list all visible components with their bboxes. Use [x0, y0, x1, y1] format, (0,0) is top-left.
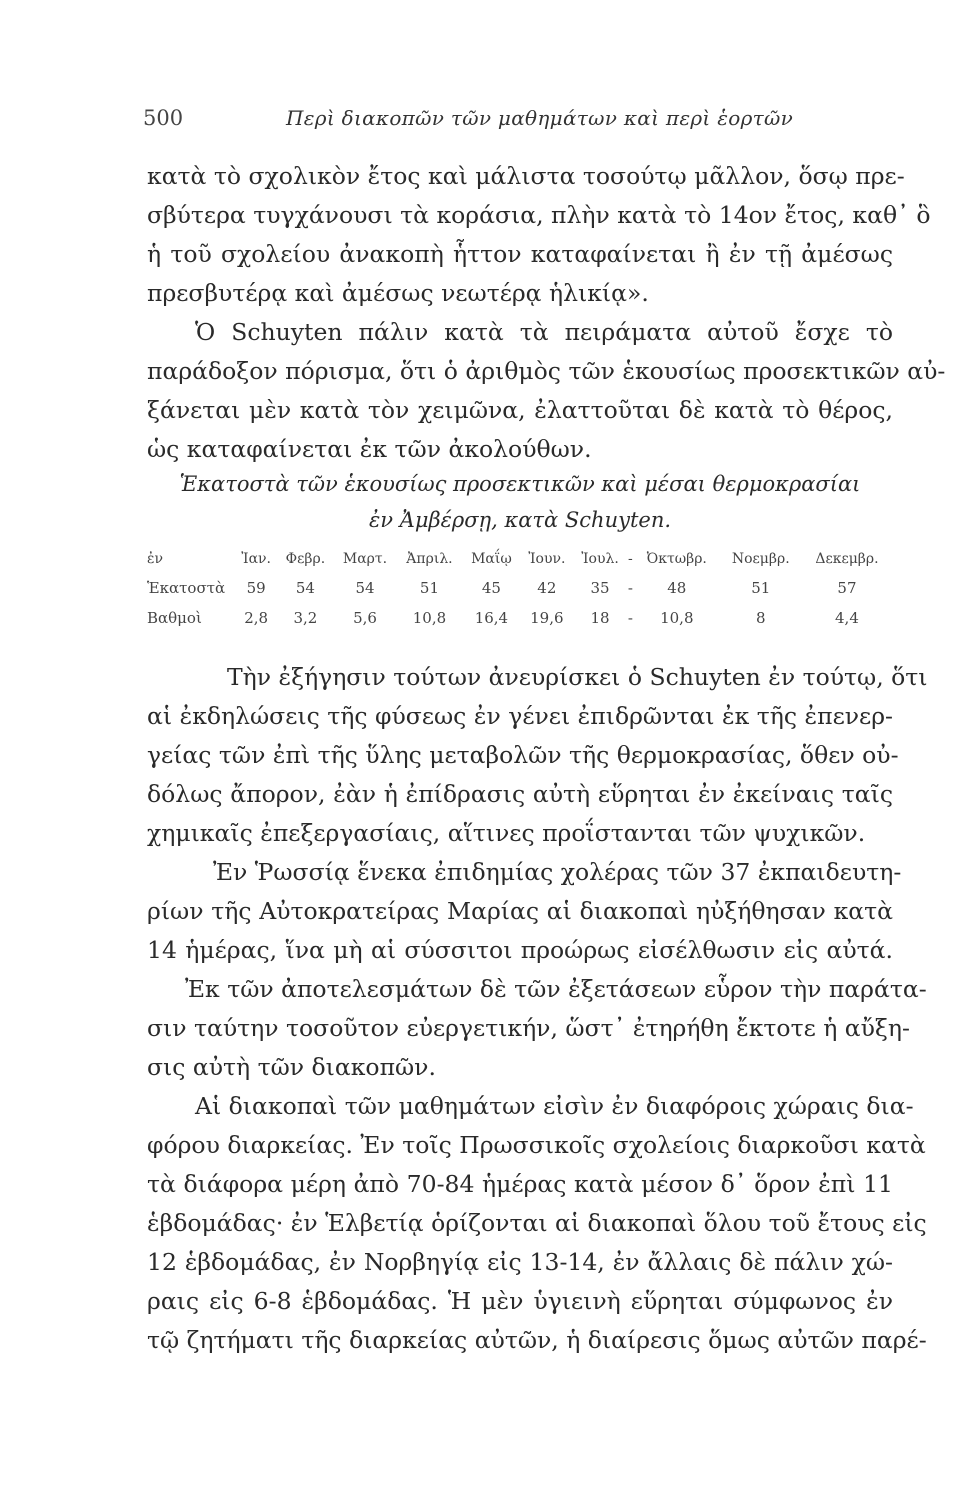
table-cell: 35 [590, 579, 610, 597]
text-line: ραις εἰς 6-8 ἑβδομάδας. Ἡ μὲν ὑγιεινὴ εὕρηται σύμφωνος ἐν [147, 1287, 893, 1315]
paragraph-2 [147, 658, 928, 1360]
text-line: ξάνεται μὲν κατὰ τὸν χειμῶνα, ἐλαττοῦται δὲ κατὰ τὸ θέρος, [147, 396, 893, 424]
table-header-cell: - [628, 551, 633, 567]
table-cell: 59 [246, 579, 266, 597]
table-header-cell: Ἀπριλ. [406, 551, 453, 567]
table-cell: 48 [667, 579, 687, 597]
table-cell: 3,2 [293, 609, 318, 627]
table-row [147, 573, 892, 603]
table-caption [147, 466, 893, 538]
table-cell: 57 [837, 579, 857, 597]
table-header-cell: Μαρτ. [342, 551, 388, 567]
text-line: 12 ἑβδομάδας, ἐν Νορβηγίᾳ εἰς 13-14, ἐν ἄλλαις δὲ πάλιν χώ- [147, 1248, 893, 1276]
table-cell: 19,6 [530, 609, 564, 627]
text-line: ρίων τῆς Αὐτοκρατείρας Μαρίας αἱ διακοπαὶ ηὐξήθησαν κατὰ [147, 897, 893, 925]
paragraph-1 [147, 157, 946, 469]
text-line: ὡς καταφαίνεται ἐκ τῶν ἀκολούθων. [147, 435, 592, 463]
text-line: Ἐκ τῶν ἀποτελεσμάτων δὲ τῶν ἐξετάσεων εὗρον τὴν παράτα- [185, 975, 927, 1003]
table-cell: Ἑκατοστὰ [147, 579, 226, 597]
table-cell: 45 [481, 579, 501, 597]
table-cell: 42 [537, 579, 557, 597]
table-header-cell: Ἰουλ. [581, 551, 619, 567]
text-line: σις αὐτὴ τῶν διακοπῶν. [147, 1053, 436, 1081]
text-line: Τὴν ἐξήγησιν τούτων ἀνευρίσκει ὁ Schuyten ἐν τούτῳ, ὅτι [227, 663, 928, 691]
page-header [143, 106, 903, 136]
table-header-cell: Φεβρ. [285, 551, 326, 567]
table-header-cell: ἐν [147, 551, 164, 567]
table-cell: 4,4 [835, 609, 859, 627]
table-header-cell: Δεκεμβρ. [815, 551, 879, 567]
table-cell: 10,8 [660, 609, 694, 627]
table-cell: 18 [590, 609, 610, 627]
text-line: σβύτερα τυγχάνουσι τὰ κοράσια, πλὴν κατὰ τὸ 14ον ἔτος, καθ᾽ ὃ [147, 201, 931, 229]
table-cell: 5,6 [353, 609, 377, 627]
table-cell: - [627, 579, 633, 597]
table-cell: 16,4 [474, 609, 509, 627]
text-line: ἑβδομάδας· ἐν Ἑλβετίᾳ ὁρίζονται αἱ διακοπαὶ ὅλου τοῦ ἔτους εἰς [147, 1209, 927, 1237]
table-header-cell: Νοεμβρ. [731, 551, 790, 567]
text-line: κατὰ τὸ σχολικὸν ἔτος καὶ μάλιστα τοσούτῳ μᾶλλον, ὅσῳ πρε- [147, 162, 905, 190]
text-line: σιν ταύτην τοσοῦτον εὐεργετικήν, ὥστ᾽ ἐτηρήθη ἔκτοτε ἡ αὔξη- [147, 1014, 910, 1042]
table-cell: 54 [355, 579, 375, 597]
table-cell: 51 [419, 579, 439, 597]
temperature-table [147, 545, 892, 633]
text-line: πρεσβυτέρᾳ καὶ ἀμέσως νεωτέρᾳ ἡλικίᾳ». [147, 279, 649, 307]
table-cell: 8 [755, 609, 766, 627]
text-line: 14 ἡμέρας, ἵνα μὴ αἱ σύσσιτοι προώρως εἰσέλθωσιν εἰς αὐτά. [147, 936, 893, 964]
text-line: ἡ τοῦ σχολείου ἀνακοπὴ ἧττον καταφαίνεται ἢ ἐν τῇ ἀμέσως [147, 240, 893, 268]
page-number: 500 [143, 106, 184, 130]
table-cell: 54 [295, 579, 315, 597]
text-line: Ὁ Schuyten πάλιν κατὰ τὰ πειράματα αὐτοῦ ἔσχε τὸ [195, 318, 893, 346]
table-header-row [147, 545, 892, 573]
table-cell: Βαθμοὶ [147, 609, 202, 627]
text-line: τῷ ζητήματι τῆς διαρκείας αὐτῶν, ἡ διαίρεσις ὅμως αὐτῶν παρέ- [147, 1326, 927, 1354]
table-header-cell: Ὀκτωβρ. [646, 551, 707, 567]
text-line: φόρου διαρκείας. Ἐν τοῖς Πρωσσικοῖς σχολείοις διαρκοῦσι κατὰ [147, 1131, 926, 1159]
table-header-cell: Ἰουν. [528, 551, 566, 567]
table-cell: 2,8 [244, 609, 269, 627]
text-line: τὰ διάφορα μέρη ἀπὸ 70-84 ἡμέρας κατὰ μέσον δ᾽ ὅρον ἐπὶ 11 [147, 1170, 893, 1198]
text-line: Ἐν Ῥωσσίᾳ ἕνεκα ἐπιδημίας χολέρας τῶν 37 ἐκπαιδευτη- [213, 858, 902, 886]
text-line: αἱ ἐκδηλώσεις τῆς φύσεως ἐν γένει ἐπιδρῶνται ἐκ τῆς ἐπενερ- [147, 702, 893, 730]
table-header-cell: Μαΐῳ [471, 551, 512, 567]
running-head: Περὶ διακοπῶν τῶν μαθημάτων καὶ περὶ ἑορτῶν [286, 106, 794, 130]
caption-line-2: ἐν Ἀμβέρσῃ, κατὰ Schuyten. [368, 508, 672, 532]
table-cell: 51 [751, 579, 771, 597]
table-header-cell: Ἰαν. [241, 551, 271, 567]
table-cell: - [627, 609, 633, 627]
text-line: δόλως ἄπορον, ἐὰν ἡ ἐπίδρασις αὐτὴ εὕρηται ἐν ἐκείναις ταῖς [147, 780, 893, 808]
text-line: χημικαῖς ἐπεξεργασίαις, αἵτινες προΐστανται τῶν ψυχικῶν. [147, 819, 866, 847]
text-line: παράδοξον πόρισμα, ὅτι ὁ ἀριθμὸς τῶν ἑκουσίως προσεκτικῶν αὐ- [147, 357, 946, 385]
table-cell: 10,8 [412, 609, 447, 627]
text-line: γείας τῶν ἐπὶ τῆς ὕλης μεταβολῶν τῆς θερμοκρασίας, ὅθεν οὐ- [147, 741, 899, 769]
text-line: Αἱ διακοπαὶ τῶν μαθημάτων εἰσὶν ἐν διαφόροις χώραις δια- [195, 1092, 914, 1120]
table-row [147, 603, 892, 633]
caption-line-1: Ἑκατοστὰ τῶν ἑκουσίως προσεκτικῶν καὶ μέσαι θερμοκρασίαι [179, 472, 861, 496]
